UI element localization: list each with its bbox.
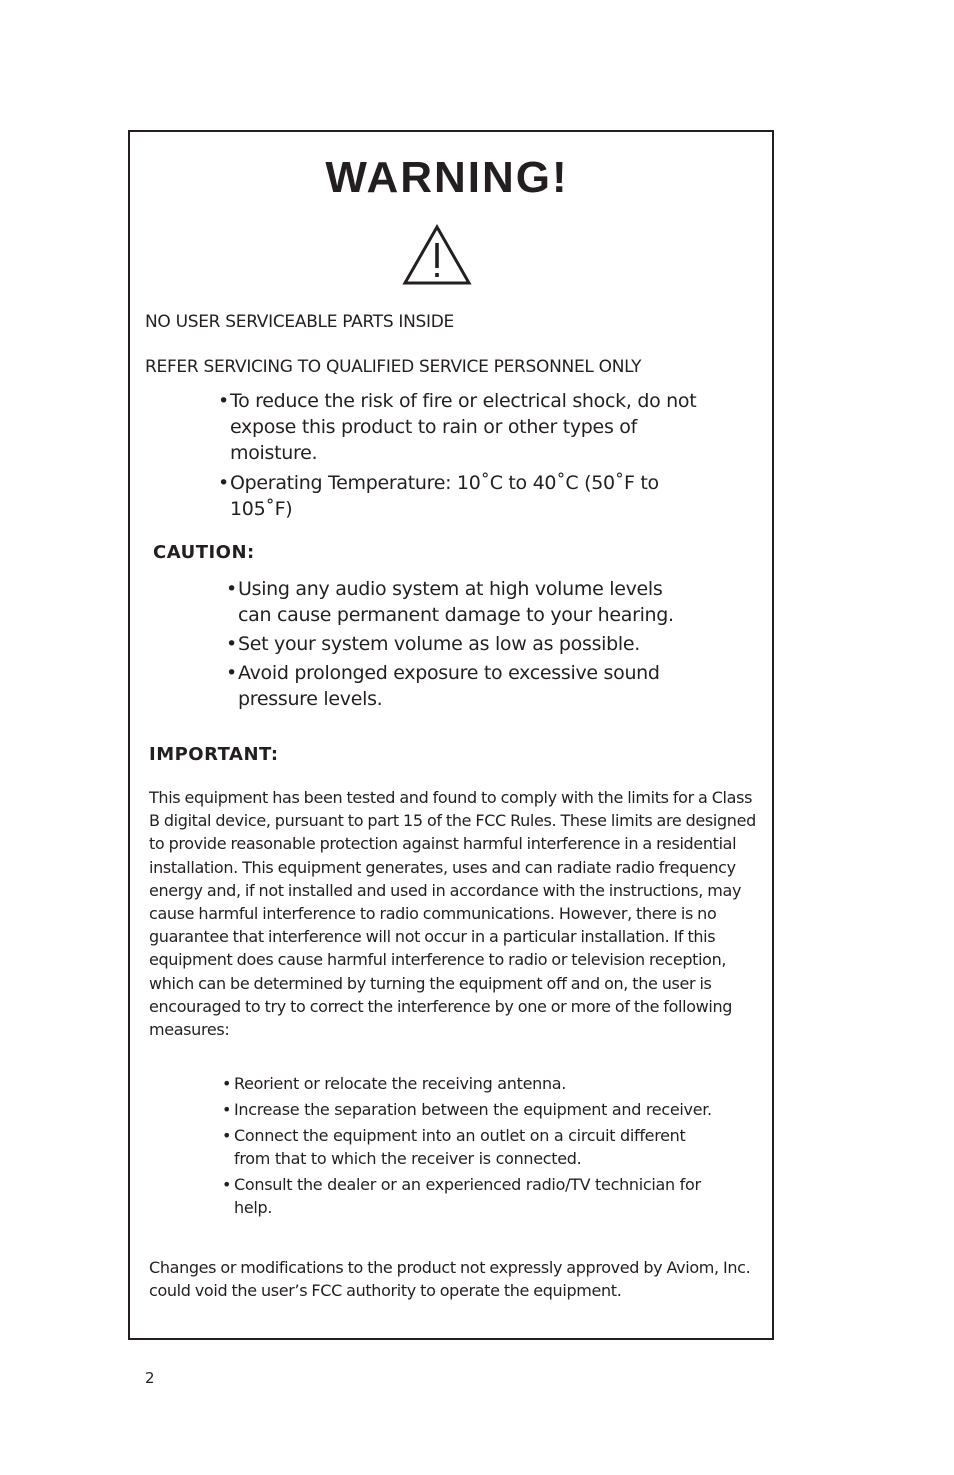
page-title: WARNING! bbox=[325, 153, 569, 202]
caution-heading: CAUTION: bbox=[153, 542, 255, 563]
no-user-parts-notice: NO USER SERVICEABLE PARTS INSIDE bbox=[145, 312, 454, 332]
caution-bullet-list bbox=[226, 576, 686, 715]
list-item: • Connect the equipment into an outlet on a circuit different from that to which the receiver is connected. bbox=[222, 1124, 722, 1170]
list-item: • Operating Temperature: 10˚C to 40˚C (50˚F to 105˚F) bbox=[218, 470, 718, 522]
warning-bullet-list bbox=[218, 388, 718, 526]
list-item: • Consult the dealer or an experienced radio/TV technician for help. bbox=[222, 1173, 722, 1219]
modifications-notice: Changes or modifications to the product not expressly approved by Aviom, Inc. could void the user’s FCC authority to operate the equipment. bbox=[149, 1258, 751, 1301]
refer-servicing-notice: REFER SERVICING TO QUALIFIED SERVICE PERSONNEL ONLY bbox=[145, 357, 642, 377]
list-item: • Using any audio system at high volume levels can cause permanent damage to your hearing. bbox=[226, 576, 686, 628]
list-item: • Set your system volume as low as possible. bbox=[226, 631, 686, 657]
list-item: • Avoid prolonged exposure to excessive sound pressure levels. bbox=[226, 660, 686, 712]
page-number: 2 bbox=[145, 1369, 155, 1387]
list-item: • Increase the separation between the equipment and receiver. bbox=[222, 1098, 722, 1121]
fcc-compliance-paragraph: This equipment has been tested and found to comply with the limits for a Class B digital device, pursuant to part 15 of the FCC Rules. These limits are designed to provide reasonable protection against harmful interference in a residential installation. This equipment generates, uses and can radiate radio frequency energy and, if not installed and used in accordance with the instructions, may cause harmful interference to radio communications. However, there is no guarantee that interference will not occur in a particular installation. If this equipment does cause harmful interference to radio or television reception, which can be determined by turning the equipment off and on, the user is encouraged to try to correct the interference by one or more of the following measures: bbox=[149, 788, 756, 1040]
important-heading: IMPORTANT: bbox=[149, 744, 279, 765]
fcc-measures-list bbox=[222, 1072, 722, 1222]
list-item: • Reorient or relocate the receiving antenna. bbox=[222, 1072, 722, 1095]
warning-triangle-icon bbox=[402, 224, 472, 286]
list-item: • To reduce the risk of fire or electrical shock, do not expose this product to rain or other types of moisture. bbox=[218, 388, 718, 466]
